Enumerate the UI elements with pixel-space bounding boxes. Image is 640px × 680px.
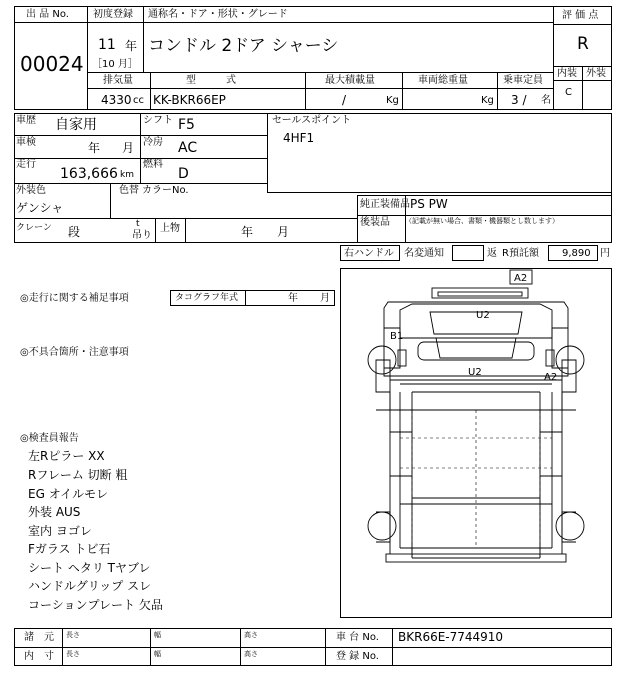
aftermarket-note: （記載が無い場合、書類・機器類とし数します） bbox=[405, 217, 559, 225]
interior-score: C bbox=[565, 87, 572, 98]
sales-point-label: セールスポイント bbox=[272, 115, 352, 126]
inspector-line: ハンドルグリップ スレ bbox=[28, 579, 152, 593]
upper-year-unit: 年 bbox=[241, 225, 254, 239]
steering-value: 右ハンドル bbox=[344, 248, 394, 259]
inspection-label: 車検 bbox=[16, 137, 36, 148]
exterior-color-value: ゲンシャ bbox=[16, 201, 64, 215]
tacho-label: タコグラフ年式 bbox=[175, 293, 239, 303]
height-label: 高さ bbox=[244, 631, 258, 639]
chassis-label: 車 台 No. bbox=[336, 632, 379, 643]
reg-month: ［10 月］ bbox=[92, 59, 138, 70]
reg-year-unit: 年 bbox=[125, 39, 138, 53]
width-label: 幅 bbox=[154, 631, 161, 639]
shift-label: シフト bbox=[143, 115, 173, 126]
height-label: 高さ bbox=[244, 650, 258, 658]
reg-year: 11 bbox=[98, 37, 116, 53]
inspector-line: 外装 AUS bbox=[28, 505, 81, 519]
supplement-title: ◎走行に関する補足事項 bbox=[20, 293, 129, 304]
name-label: 通称名・ドア・形状・グレード bbox=[148, 9, 288, 20]
mileage-unit: km bbox=[120, 170, 134, 180]
fuel-label: 燃料 bbox=[143, 159, 163, 170]
damage-mark: A2 bbox=[544, 372, 558, 383]
inspector-line: 室内 ヨゴレ bbox=[28, 524, 92, 538]
tacho-month-unit: 月 bbox=[320, 293, 330, 304]
inspection-year-unit: 年 bbox=[88, 141, 101, 155]
specs-label: 諸 元 bbox=[24, 632, 54, 643]
model-label: 型 式 bbox=[186, 75, 236, 86]
gross-weight-label: 車両総重量 bbox=[418, 75, 468, 86]
model-value: KK-BKR66EP bbox=[153, 93, 226, 107]
dims-label: 内 寸 bbox=[24, 651, 54, 662]
crane-lift: 吊り bbox=[132, 230, 152, 241]
mileage-value: 163,666 bbox=[60, 166, 118, 182]
damage-mark: U2 bbox=[476, 310, 490, 321]
capacity-unit: 名 bbox=[541, 95, 551, 106]
genuine-label: 純正装備品 bbox=[360, 199, 410, 210]
vehicle-diagram bbox=[340, 268, 612, 618]
interior-label: 内装 bbox=[557, 68, 577, 79]
lot-number: 00024 bbox=[20, 52, 84, 76]
inspector-line: コーションプレート 欠品 bbox=[28, 598, 163, 612]
tacho-year-unit: 年 bbox=[288, 293, 298, 304]
length-label: 長さ bbox=[66, 650, 80, 658]
exterior-color-label: 外装色 bbox=[16, 185, 46, 196]
aftermarket-label: 後装品 bbox=[360, 217, 390, 228]
crane-stage: 段 bbox=[68, 225, 81, 239]
crane-t: t bbox=[136, 219, 140, 229]
name-change-label: 名変通知 bbox=[404, 248, 444, 259]
inspector-line: Fガラス トビ石 bbox=[28, 542, 111, 556]
inspector-line: Rフレーム 切断 粗 bbox=[28, 468, 128, 482]
lot-label: 出 品 No. bbox=[26, 9, 69, 20]
damage-mark: B1 bbox=[390, 331, 404, 342]
payload-label: 最大積載量 bbox=[325, 75, 375, 86]
history-value: 自家用 bbox=[55, 117, 97, 133]
color-code-label: カラーNo. bbox=[142, 185, 189, 196]
recycle-label: R預託額 bbox=[502, 248, 539, 259]
gross-weight-unit: Kg bbox=[481, 95, 494, 106]
defects-title: ◎不具合箇所・注意事項 bbox=[20, 347, 129, 358]
sales-point-value: 4HF1 bbox=[283, 131, 315, 145]
displacement-value: 4330 bbox=[101, 93, 132, 107]
chassis-value: BKR66E-7744910 bbox=[398, 630, 504, 644]
upper-month-unit: 月 bbox=[277, 225, 290, 239]
fuel-value: D bbox=[178, 166, 189, 182]
inspector-title: ◎検査員報告 bbox=[20, 433, 79, 444]
score-label: 評 価 点 bbox=[562, 10, 599, 21]
inspector-line: EG オイルモレ bbox=[28, 487, 109, 501]
capacity-label: 乗車定員 bbox=[503, 75, 543, 86]
length-label: 長さ bbox=[66, 631, 80, 639]
inspection-month-unit: 月 bbox=[122, 141, 135, 155]
recycle-value: 9,890 bbox=[562, 248, 591, 259]
ac-value: AC bbox=[178, 140, 198, 156]
score-value: R bbox=[577, 34, 589, 54]
car-name: コンドル 2ドア シャーシ bbox=[148, 36, 339, 56]
name-change-box bbox=[452, 245, 484, 261]
shift-value: F5 bbox=[178, 117, 195, 133]
displacement-unit: cc bbox=[133, 95, 144, 106]
color-no-label: 色替 bbox=[119, 185, 139, 196]
yen-unit: 円 bbox=[600, 248, 610, 259]
exterior-label: 外装 bbox=[586, 68, 606, 79]
payload-unit: Kg bbox=[386, 95, 399, 106]
registration-label: 登 録 No. bbox=[336, 651, 379, 662]
damage-mark: U2 bbox=[468, 367, 482, 378]
inspector-line: 左Rピラー XX bbox=[28, 449, 105, 463]
genuine-value: PS PW bbox=[410, 197, 448, 211]
damage-mark: A2 bbox=[514, 273, 528, 284]
displacement-label: 排気量 bbox=[103, 75, 133, 86]
payload-value: / bbox=[342, 93, 347, 107]
ac-label: 冷房 bbox=[143, 137, 163, 148]
width-label: 幅 bbox=[154, 650, 161, 658]
reg-label: 初度登録 bbox=[93, 9, 133, 20]
mileage-label: 走行 bbox=[16, 159, 36, 170]
fee-label: 返 bbox=[487, 248, 497, 259]
crane-label: クレーン bbox=[16, 223, 52, 233]
history-label: 車歴 bbox=[16, 115, 36, 126]
capacity-value: 3 / bbox=[511, 93, 527, 107]
upper-label: 上物 bbox=[160, 223, 180, 234]
inspector-line: シート ヘタリ Tヤブレ bbox=[28, 561, 151, 575]
